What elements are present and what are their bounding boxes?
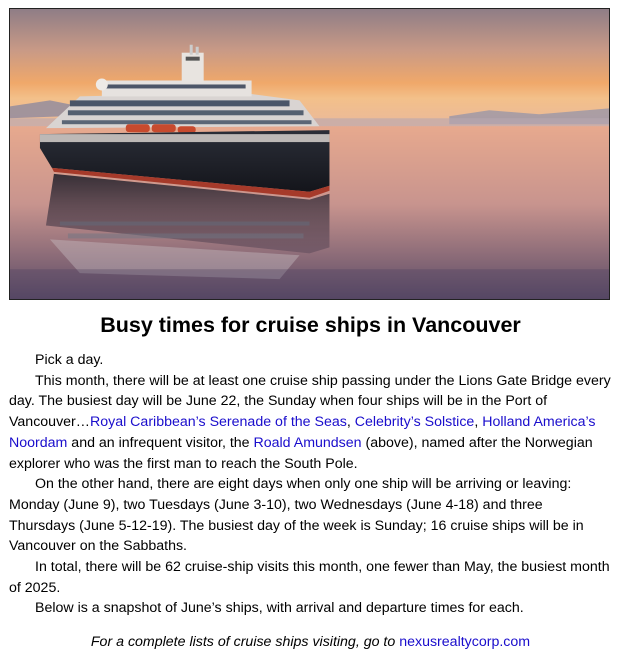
article-body	[9, 350, 612, 619]
article-paragraph-5	[9, 598, 612, 619]
headline: Busy times for cruise ships in Vancouver	[100, 313, 521, 337]
link-roald-amundsen[interactable]: Roald Amundsen	[253, 434, 362, 451]
paragraph-text: (above), named after the Norwegian explorer who was the first man to reach the South Pole.	[9, 434, 593, 472]
link-holland-america-noordam[interactable]: Holland America’s Noordam	[9, 414, 596, 451]
cruise-ship-photo	[9, 8, 610, 300]
article-paragraph-2	[9, 371, 612, 475]
paragraph-text: In total, there will be 62 cruise-ship visits this month, one fewer than May, the busiest month of 2025.	[9, 559, 610, 596]
link-serenade-of-the-seas[interactable]: Royal Caribbean’s Serenade of the Seas	[89, 414, 347, 431]
cruise-ship-illustration	[10, 9, 609, 299]
paragraph-text: Below is a snapshot of June’s ships, with arrival and departure times for each.	[35, 600, 524, 617]
paragraph-text: and an infrequent visitor, the	[67, 434, 254, 451]
article-paragraph-1	[9, 350, 612, 371]
footer-website-link[interactable]: nexusrealtycorp.com	[399, 634, 531, 650]
article-paragraph-3	[9, 474, 612, 557]
paragraph-text: This month, there will be at least one cruise ship passing under the Lions Gate Bridge every day. The busiest day will be June 22, the Sunday when four ships will be in the Port of Vancouver…	[9, 372, 611, 431]
footer-note	[0, 634, 621, 650]
paragraph-text: ,	[474, 414, 483, 431]
paragraph-text: On the other hand, there are eight days when only one ship will be arriving or leaving: Monday (June 9), two Tuesdays (June 3-10), two Wednesdays (June 4-18) and three Thursdays (June 5-12-19). The busiest day of the week is Sunday; 16 cruise ships will be in Vancouver on the Sabbaths.	[9, 476, 584, 555]
paragraph-text: Pick a day.	[35, 352, 104, 368]
link-celebrity-solstice[interactable]: Celebrity’s Solstice	[354, 414, 475, 431]
paragraph-text: ,	[346, 414, 355, 431]
article-paragraph-4	[9, 557, 612, 598]
footer-text: For a complete lists of cruise ships visiting, go to	[90, 634, 400, 650]
